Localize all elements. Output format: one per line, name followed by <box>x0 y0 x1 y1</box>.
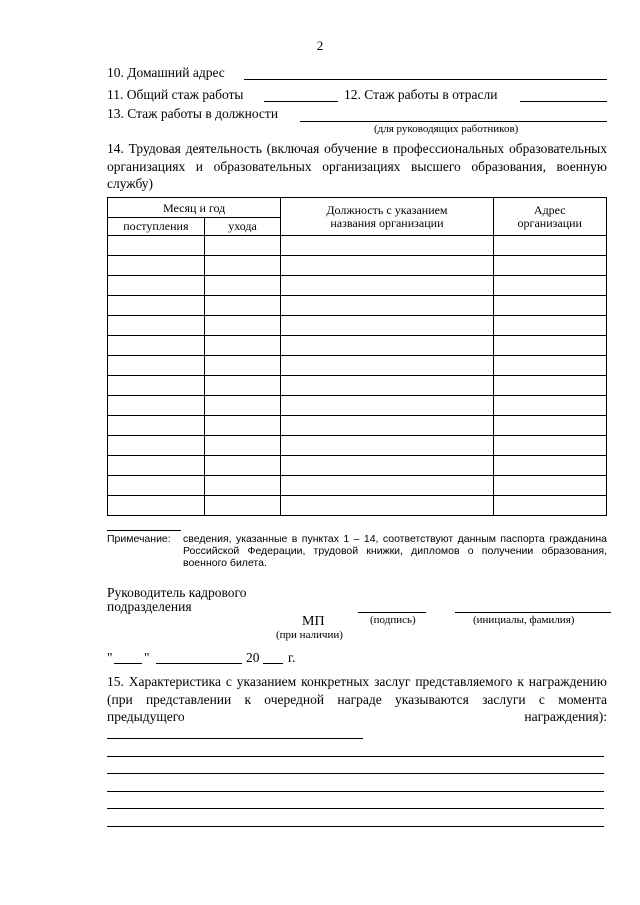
exit-cell[interactable] <box>204 456 281 476</box>
note <box>107 533 607 569</box>
entry-cell[interactable] <box>108 236 205 256</box>
header-exit: ухода <box>204 218 281 236</box>
field-15-description: 15. Характеристика с указанием конкретных заслуг представляемого к награждению (при представлении к очередной награде указываются заслуги с момента предыдущего награждения): <box>107 674 607 724</box>
page-number: 2 <box>316 38 324 53</box>
note-separator <box>107 530 181 531</box>
exit-cell[interactable] <box>204 316 281 336</box>
position-cell[interactable] <box>281 416 493 436</box>
table-row <box>108 376 607 396</box>
exit-cell[interactable] <box>204 396 281 416</box>
position-cell[interactable] <box>281 356 493 376</box>
exit-cell[interactable] <box>204 416 281 436</box>
address-cell[interactable] <box>493 256 606 276</box>
header-entry: поступления <box>108 218 205 236</box>
address-cell[interactable] <box>493 316 606 336</box>
entry-cell[interactable] <box>108 456 205 476</box>
entry-cell[interactable] <box>108 276 205 296</box>
name-hint: (инициалы, фамилия) <box>473 614 575 626</box>
position-cell[interactable] <box>281 256 493 276</box>
address-cell[interactable] <box>493 376 606 396</box>
field-15-line-6[interactable] <box>107 826 604 827</box>
position-cell[interactable] <box>281 236 493 256</box>
table-row <box>108 256 607 276</box>
field-15-line-2[interactable] <box>107 756 604 757</box>
date-quote-open: " <box>107 650 113 665</box>
field-13-input-line[interactable] <box>300 121 607 122</box>
exit-cell[interactable] <box>204 376 281 396</box>
head-title-line2: подразделения <box>107 599 192 614</box>
position-cell[interactable] <box>281 476 493 496</box>
entry-cell[interactable] <box>108 496 205 516</box>
table-row <box>108 316 607 336</box>
header-address: Адрес организации <box>493 198 606 236</box>
date-year-prefix: 20 <box>246 650 260 665</box>
position-cell[interactable] <box>281 276 493 296</box>
position-cell[interactable] <box>281 456 493 476</box>
field-10-label: 10. Домашний адрес <box>107 65 225 80</box>
entry-cell[interactable] <box>108 376 205 396</box>
exit-cell[interactable] <box>204 496 281 516</box>
address-cell[interactable] <box>493 276 606 296</box>
address-cell[interactable] <box>493 336 606 356</box>
field-12-label: 12. Стаж работы в отрасли <box>344 87 498 102</box>
table-row <box>108 456 607 476</box>
position-cell[interactable] <box>281 376 493 396</box>
signature-line[interactable] <box>358 612 426 613</box>
table-row <box>108 336 607 356</box>
date-year-line[interactable] <box>263 663 283 664</box>
field-15-line-5[interactable] <box>107 808 604 809</box>
position-cell[interactable] <box>281 336 493 356</box>
field-14-description: 14. Трудовая деятельность (включая обучение в профессиональных образовательных организациях и образовательных организациях высшего образования, военную службу) <box>107 141 607 191</box>
stamp-hint: (при наличии) <box>276 629 343 641</box>
position-cell[interactable] <box>281 396 493 416</box>
address-cell[interactable] <box>493 416 606 436</box>
date-month-line[interactable] <box>156 663 242 664</box>
note-label: Примечание: <box>107 533 171 545</box>
address-cell[interactable] <box>493 236 606 256</box>
table-row <box>108 396 607 416</box>
entry-cell[interactable] <box>108 316 205 336</box>
position-cell[interactable] <box>281 436 493 456</box>
entry-cell[interactable] <box>108 476 205 496</box>
entry-cell[interactable] <box>108 396 205 416</box>
signature-hint: (подпись) <box>370 614 416 626</box>
exit-cell[interactable] <box>204 236 281 256</box>
exit-cell[interactable] <box>204 296 281 316</box>
date-year-suffix: г. <box>288 650 296 665</box>
entry-cell[interactable] <box>108 256 205 276</box>
entry-cell[interactable] <box>108 416 205 436</box>
table-row <box>108 416 607 436</box>
work-history-table <box>107 197 607 516</box>
address-cell[interactable] <box>493 496 606 516</box>
field-10-input-line[interactable] <box>244 79 607 80</box>
field-12-input-line[interactable] <box>520 101 607 102</box>
exit-cell[interactable] <box>204 276 281 296</box>
address-cell[interactable] <box>493 296 606 316</box>
field-13-hint: (для руководящих работников) <box>374 123 519 135</box>
address-cell[interactable] <box>493 436 606 456</box>
header-month-year: Месяц и год <box>108 198 281 218</box>
field-15-line-1[interactable] <box>107 738 363 739</box>
note-text: сведения, указанные в пунктах 1 – 14, соответствуют данным паспорта гражданина Российской Федерации, трудовой книжки, дипломов о получении образования, военного билета. <box>183 533 607 569</box>
table-row <box>108 236 607 256</box>
table-row <box>108 496 607 516</box>
entry-cell[interactable] <box>108 336 205 356</box>
exit-cell[interactable] <box>204 356 281 376</box>
position-cell[interactable] <box>281 496 493 516</box>
stamp-mp: МП <box>302 614 325 629</box>
exit-cell[interactable] <box>204 256 281 276</box>
head-title-line1: Руководитель кадрового <box>107 585 247 600</box>
table-row <box>108 276 607 296</box>
table-row <box>108 476 607 496</box>
table-row <box>108 296 607 316</box>
entry-cell[interactable] <box>108 356 205 376</box>
name-line[interactable] <box>455 612 611 613</box>
entry-cell[interactable] <box>108 296 205 316</box>
exit-cell[interactable] <box>204 476 281 496</box>
header-position: Должность с указанием названия организации <box>281 198 493 236</box>
table-row <box>108 436 607 456</box>
position-cell[interactable] <box>281 296 493 316</box>
field-11-input-line[interactable] <box>264 101 338 102</box>
address-cell[interactable] <box>493 456 606 476</box>
entry-cell[interactable] <box>108 436 205 456</box>
field-11-label: 11. Общий стаж работы <box>107 87 244 102</box>
field-15-line-3[interactable] <box>107 773 604 774</box>
exit-cell[interactable] <box>204 336 281 356</box>
exit-cell[interactable] <box>204 436 281 456</box>
address-cell[interactable] <box>493 356 606 376</box>
field-13-label: 13. Стаж работы в должности <box>107 106 279 121</box>
date-quote-close: " <box>144 650 150 665</box>
date-day-line[interactable] <box>114 663 142 664</box>
table-row <box>108 356 607 376</box>
field-15-line-4[interactable] <box>107 791 604 792</box>
address-cell[interactable] <box>493 396 606 416</box>
position-cell[interactable] <box>281 316 493 336</box>
address-cell[interactable] <box>493 476 606 496</box>
